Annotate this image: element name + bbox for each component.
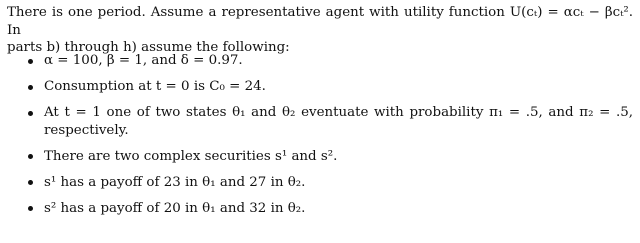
list-item-text: s² has a payoff of 20 in θ₁ and 32 in θ₂. [44, 200, 306, 216]
bullet-icon [28, 206, 33, 211]
bullet-icon [28, 180, 33, 185]
list-item-text: Consumption at t = 0 is C₀ = 24. [44, 79, 266, 94]
bullet-icon [28, 154, 33, 159]
list-item-text: α = 100, β = 1, and δ = 0.97. [44, 53, 243, 68]
bullet-icon [28, 59, 33, 64]
list-item [28, 148, 633, 166]
intro-line-2: parts b) through h) assume the following: [7, 40, 290, 55]
list-item-text: There are two complex securities s¹ and s². [44, 148, 338, 164]
intro-paragraph [7, 4, 633, 57]
bullet-icon [28, 111, 33, 116]
list-item [28, 200, 633, 218]
list-item [28, 78, 633, 96]
list-item-text: At t = 1 one of two states θ₁ and θ₂ eventuate with probability π₁ = .5, and π₂ = .5, respectively. [44, 105, 633, 138]
assumptions-list [28, 52, 633, 226]
list-item [28, 52, 633, 70]
list-item [28, 174, 633, 192]
intro-line-1: There is one period. Assume a representative agent with utility function U(cₜ) = αcₜ − βcₜ². In [7, 5, 633, 38]
list-item-text: s¹ has a payoff of 23 in θ₁ and 27 in θ₂. [44, 174, 306, 190]
list-item [28, 104, 633, 139]
bullet-icon [28, 85, 33, 90]
